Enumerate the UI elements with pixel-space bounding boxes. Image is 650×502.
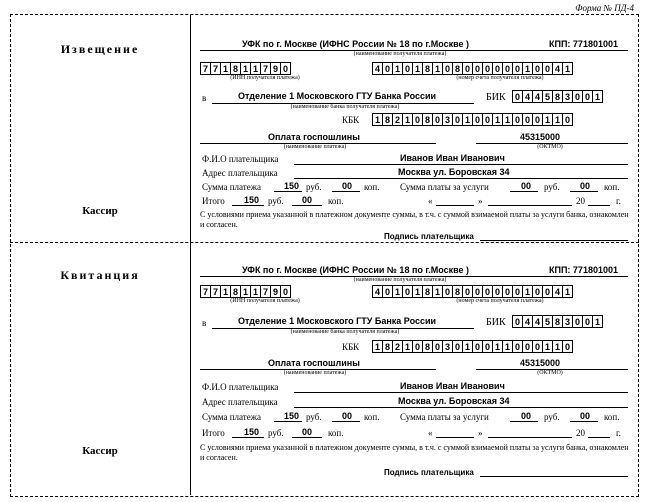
kbk-digit: 1 xyxy=(552,113,563,126)
bank-caption: (наименование банка получателя платежа) xyxy=(290,104,400,110)
sum-rub: 150 xyxy=(284,411,300,421)
consent-text: С условиями приема указанной в платежном документе суммы, в т.ч. с суммой взимаемой платы за услуги банка, ознакомлен и согласен. xyxy=(200,210,629,229)
kbk-digit: 1 xyxy=(372,340,383,353)
fee-kop: 00 xyxy=(580,181,591,191)
kbk-digit: 0 xyxy=(452,340,463,353)
sum-kop-underline xyxy=(332,421,360,422)
kop-label: коп. xyxy=(364,182,380,192)
account-digit: 8 xyxy=(422,285,433,298)
payee-caption: (наименование получателя платежа) xyxy=(353,51,447,57)
bank-caption: (наименование банка получателя платежа) xyxy=(290,329,400,335)
account-caption: (номер счета получателя платежа) xyxy=(456,298,544,304)
total-kop-underline xyxy=(292,437,322,438)
inn-caption: (ИНН получателя платежа) xyxy=(230,298,300,304)
bik-digit: 0 xyxy=(582,315,593,328)
kbk-digit: 0 xyxy=(432,113,443,126)
payee-name: УФК по г. Москве (ИФНС России № 18 по г.Москве ) xyxy=(242,39,470,49)
account-digit: 1 xyxy=(392,62,403,75)
year-underline xyxy=(588,205,610,206)
date-open: « xyxy=(428,196,433,206)
kbk-digit: 8 xyxy=(422,113,433,126)
kbk-digit: 1 xyxy=(502,113,513,126)
kbk-digit: 2 xyxy=(392,113,403,126)
inn-digit: 1 xyxy=(220,285,231,298)
fee-kop: 00 xyxy=(580,411,591,421)
total-kop-underline xyxy=(292,205,322,206)
payment-caption: (наименование платежа) xyxy=(283,144,347,150)
inn-digit: 0 xyxy=(280,285,291,298)
kbk-digit: 8 xyxy=(382,340,393,353)
account-digit: 0 xyxy=(482,62,493,75)
bank-prefix: в xyxy=(202,93,207,103)
bik-digit: 3 xyxy=(562,315,573,328)
kop-label: коп. xyxy=(328,196,344,206)
account-digit: 0 xyxy=(482,285,493,298)
account-digit: 1 xyxy=(522,62,533,75)
kbk-digit: 0 xyxy=(562,113,573,126)
inn-digit: 7 xyxy=(200,62,211,75)
total-kop: 00 xyxy=(302,195,313,205)
year-prefix: 20 xyxy=(576,428,585,438)
payment-name: Оплата госпошлины xyxy=(268,358,360,368)
rub-label: руб. xyxy=(306,182,322,192)
rub-label: руб. xyxy=(268,196,284,206)
bik-digit: 1 xyxy=(592,90,603,103)
account-digit: 0 xyxy=(382,285,393,298)
account-caption: (номер счета получателя платежа) xyxy=(456,75,544,81)
account-digit: 0 xyxy=(442,285,453,298)
oktmo: 45315000 xyxy=(520,132,561,142)
bank-name: Отделение 1 Московского ГТУ Банка России xyxy=(238,316,437,326)
bik-digit: 4 xyxy=(532,315,543,328)
bik-boxes xyxy=(512,90,603,103)
kbk-digit: 3 xyxy=(442,340,453,353)
kbk-digit: 1 xyxy=(462,340,473,353)
kbk-digit: 0 xyxy=(452,113,463,126)
year-suffix: г. xyxy=(616,428,621,438)
date-close: » xyxy=(478,196,483,206)
kop-label: коп. xyxy=(328,428,344,438)
kbk-digit: 0 xyxy=(522,113,533,126)
kbk-digit: 1 xyxy=(552,340,563,353)
account-digit: 0 xyxy=(492,62,503,75)
payer-underline xyxy=(294,164,628,165)
kbk-digit: 0 xyxy=(472,340,483,353)
kbk-digit: 1 xyxy=(542,113,553,126)
inn-digit: 7 xyxy=(260,285,271,298)
payee-name: УФК по г. Москве (ИФНС России № 18 по г.Москве ) xyxy=(242,265,470,275)
oktmo: 45315000 xyxy=(520,358,561,368)
bik-digit: 0 xyxy=(582,90,593,103)
inn-digit: 7 xyxy=(210,285,221,298)
year-prefix: 20 xyxy=(576,196,585,206)
date-month-underline xyxy=(488,205,572,206)
bik-digit: 0 xyxy=(512,90,523,103)
account-boxes xyxy=(372,285,573,298)
total-label: Итого xyxy=(202,196,225,206)
address-underline xyxy=(294,407,628,408)
kbk-digit: 1 xyxy=(492,340,503,353)
fee-rub: 00 xyxy=(521,411,532,421)
kbk-digit: 1 xyxy=(372,113,383,126)
inn-digit: 1 xyxy=(240,285,251,298)
bik-digit: 8 xyxy=(552,315,563,328)
account-digit: 0 xyxy=(542,62,553,75)
kbk-label: КБК xyxy=(342,115,360,125)
total-rub: 150 xyxy=(244,195,260,205)
account-digit: 1 xyxy=(522,285,533,298)
bik-digit: 8 xyxy=(552,90,563,103)
payer-label: Ф.И.О плательщика xyxy=(202,154,279,164)
kbk-digit: 1 xyxy=(492,113,503,126)
account-digit: 4 xyxy=(552,62,563,75)
signature-line[interactable] xyxy=(480,240,628,241)
rub-label: руб. xyxy=(268,428,284,438)
account-digit: 0 xyxy=(532,285,543,298)
account-digit: 0 xyxy=(502,62,513,75)
fee-rub-underline xyxy=(510,191,538,192)
sum-kop-underline xyxy=(332,191,360,192)
total-rub: 150 xyxy=(244,427,260,437)
sum-rub: 150 xyxy=(284,181,300,191)
cashier-label: Кассир xyxy=(82,205,118,217)
payer-underline xyxy=(294,392,628,393)
kbk-digit: 0 xyxy=(532,340,543,353)
inn-digit: 7 xyxy=(210,62,221,75)
kbk-digit: 1 xyxy=(502,340,513,353)
signature-label: Подпись плательщика xyxy=(384,468,474,477)
payee-caption: (наименование получателя платежа) xyxy=(353,277,447,283)
account-digit: 0 xyxy=(462,285,473,298)
kbk-digit: 8 xyxy=(422,340,433,353)
account-digit: 0 xyxy=(492,285,503,298)
kbk-digit: 0 xyxy=(512,340,523,353)
kop-label: коп. xyxy=(604,412,620,422)
inn-digit: 9 xyxy=(270,62,281,75)
payment-caption: (наименование платежа) xyxy=(283,370,347,376)
inn-boxes xyxy=(200,285,291,298)
rub-label: руб. xyxy=(544,412,560,422)
fee-rub: 00 xyxy=(521,181,532,191)
kbk-digit: 0 xyxy=(472,113,483,126)
account-digit: 0 xyxy=(382,62,393,75)
kbk-digit: 1 xyxy=(402,340,413,353)
date-month-underline xyxy=(488,437,572,438)
kbk-digit: 1 xyxy=(542,340,553,353)
bik-label: БИК xyxy=(486,92,506,103)
kop-label: коп. xyxy=(604,182,620,192)
section-title-notice: Извещение xyxy=(60,42,140,56)
signature-label: Подпись плательщика xyxy=(384,232,474,241)
account-digit: 0 xyxy=(402,285,413,298)
account-digit: 0 xyxy=(512,62,523,75)
sum-kop: 00 xyxy=(342,181,353,191)
kpp: КПП: 771801001 xyxy=(549,265,618,275)
rub-label: руб. xyxy=(306,412,322,422)
rub-label: руб. xyxy=(544,182,560,192)
account-digit: 4 xyxy=(372,285,383,298)
oktmo-caption: (ОКТМО) xyxy=(537,370,563,376)
fee-label: Сумма платы за услуги xyxy=(400,182,489,192)
bik-digit: 0 xyxy=(572,315,583,328)
payer-label: Ф.И.О плательщика xyxy=(202,382,279,392)
account-digit: 0 xyxy=(442,62,453,75)
kbk-digit: 0 xyxy=(532,113,543,126)
bik-digit: 5 xyxy=(542,90,553,103)
kbk-digit: 0 xyxy=(522,340,533,353)
inn-digit: 8 xyxy=(230,285,241,298)
kbk-boxes xyxy=(372,113,573,126)
inn-digit: 1 xyxy=(240,62,251,75)
bik-digit: 0 xyxy=(512,315,523,328)
form-number: Форма № ПД-4 xyxy=(575,3,634,13)
bik-label: БИК xyxy=(486,317,506,328)
account-digit: 4 xyxy=(372,62,383,75)
kbk-digit: 3 xyxy=(442,113,453,126)
sum-label: Сумма платежа xyxy=(202,182,261,192)
account-boxes xyxy=(372,62,573,75)
inn-digit: 9 xyxy=(270,285,281,298)
kbk-label: КБК xyxy=(342,342,360,352)
inn-digit: 7 xyxy=(260,62,271,75)
inn-digit: 0 xyxy=(280,62,291,75)
payer-name: Иванов Иван Иванович xyxy=(400,381,505,391)
bik-digit: 3 xyxy=(562,90,573,103)
sum-label: Сумма платежа xyxy=(202,412,261,422)
kbk-digit: 1 xyxy=(402,113,413,126)
kop-label: коп. xyxy=(364,412,380,422)
account-digit: 8 xyxy=(422,62,433,75)
inn-digit: 1 xyxy=(250,62,261,75)
total-label: Итого xyxy=(202,428,225,438)
kbk-digit: 8 xyxy=(382,113,393,126)
account-digit: 0 xyxy=(512,285,523,298)
bik-digit: 4 xyxy=(532,90,543,103)
date-day-underline xyxy=(436,437,474,438)
total-rub-underline xyxy=(232,437,264,438)
kbk-digit: 2 xyxy=(392,340,403,353)
account-digit: 1 xyxy=(562,62,573,75)
account-digit: 0 xyxy=(472,62,483,75)
kbk-digit: 0 xyxy=(482,113,493,126)
kbk-digit: 0 xyxy=(512,113,523,126)
sum-kop: 00 xyxy=(342,411,353,421)
account-digit: 1 xyxy=(392,285,403,298)
oktmo-caption: (ОКТМО) xyxy=(537,144,563,150)
bank-prefix: в xyxy=(202,318,207,328)
account-digit: 1 xyxy=(432,62,443,75)
account-digit: 0 xyxy=(542,285,553,298)
kbk-digit: 0 xyxy=(432,340,443,353)
consent-text: С условиями приема указанной в платежном документе суммы, в т.ч. с суммой взимаемой платы за услуги банка, ознакомлен и согласен. xyxy=(200,443,629,462)
cashier-label: Кассир xyxy=(82,445,118,457)
bik-digit: 4 xyxy=(522,315,533,328)
fee-kop-underline xyxy=(570,421,598,422)
kbk-boxes xyxy=(372,340,573,353)
kbk-digit: 0 xyxy=(412,113,423,126)
bik-digit: 0 xyxy=(572,90,583,103)
kpp: КПП: 771801001 xyxy=(549,39,618,49)
kbk-digit: 0 xyxy=(562,340,573,353)
section-title-receipt: Квитанция xyxy=(60,268,140,282)
account-digit: 8 xyxy=(452,62,463,75)
date-open: « xyxy=(428,428,433,438)
bik-boxes xyxy=(512,315,603,328)
total-rub-underline xyxy=(232,205,264,206)
address-label: Адрес плательщика xyxy=(202,168,278,178)
year-underline xyxy=(588,437,610,438)
fee-rub-underline xyxy=(510,421,538,422)
account-digit: 0 xyxy=(502,285,513,298)
date-close: » xyxy=(478,428,483,438)
address-underline xyxy=(294,178,628,179)
account-digit: 0 xyxy=(462,62,473,75)
bik-digit: 5 xyxy=(542,315,553,328)
account-digit: 1 xyxy=(412,62,423,75)
kbk-digit: 1 xyxy=(462,113,473,126)
kbk-digit: 0 xyxy=(412,340,423,353)
inn-boxes xyxy=(200,62,291,75)
sum-rub-underline xyxy=(274,421,302,422)
sum-rub-underline xyxy=(274,191,302,192)
account-digit: 0 xyxy=(472,285,483,298)
payment-name: Оплата госпошлины xyxy=(268,132,360,142)
inn-digit: 1 xyxy=(220,62,231,75)
fee-kop-underline xyxy=(570,191,598,192)
inn-digit: 8 xyxy=(230,62,241,75)
account-digit: 0 xyxy=(532,62,543,75)
vertical-divider xyxy=(190,15,191,495)
inn-digit: 7 xyxy=(200,285,211,298)
bik-digit: 1 xyxy=(592,315,603,328)
address: Москва ул. Боровская 34 xyxy=(398,396,510,406)
address-label: Адрес плательщика xyxy=(202,397,278,407)
fee-label: Сумма платы за услуги xyxy=(400,412,489,422)
account-digit: 4 xyxy=(552,285,563,298)
bik-digit: 4 xyxy=(522,90,533,103)
address: Москва ул. Боровская 34 xyxy=(398,167,510,177)
inn-digit: 1 xyxy=(250,285,261,298)
account-digit: 0 xyxy=(402,62,413,75)
account-digit: 1 xyxy=(412,285,423,298)
total-kop: 00 xyxy=(302,427,313,437)
date-day-underline xyxy=(436,205,474,206)
bank-name: Отделение 1 Московского ГТУ Банка России xyxy=(238,91,437,101)
inn-caption: (ИНН получателя платежа) xyxy=(230,75,300,81)
kbk-digit: 0 xyxy=(482,340,493,353)
account-digit: 8 xyxy=(452,285,463,298)
section-divider xyxy=(10,242,639,243)
account-digit: 1 xyxy=(432,285,443,298)
signature-line[interactable] xyxy=(480,476,628,477)
year-suffix: г. xyxy=(616,196,621,206)
form-frame xyxy=(10,14,639,497)
account-digit: 1 xyxy=(562,285,573,298)
payer-name: Иванов Иван Иванович xyxy=(400,153,505,163)
